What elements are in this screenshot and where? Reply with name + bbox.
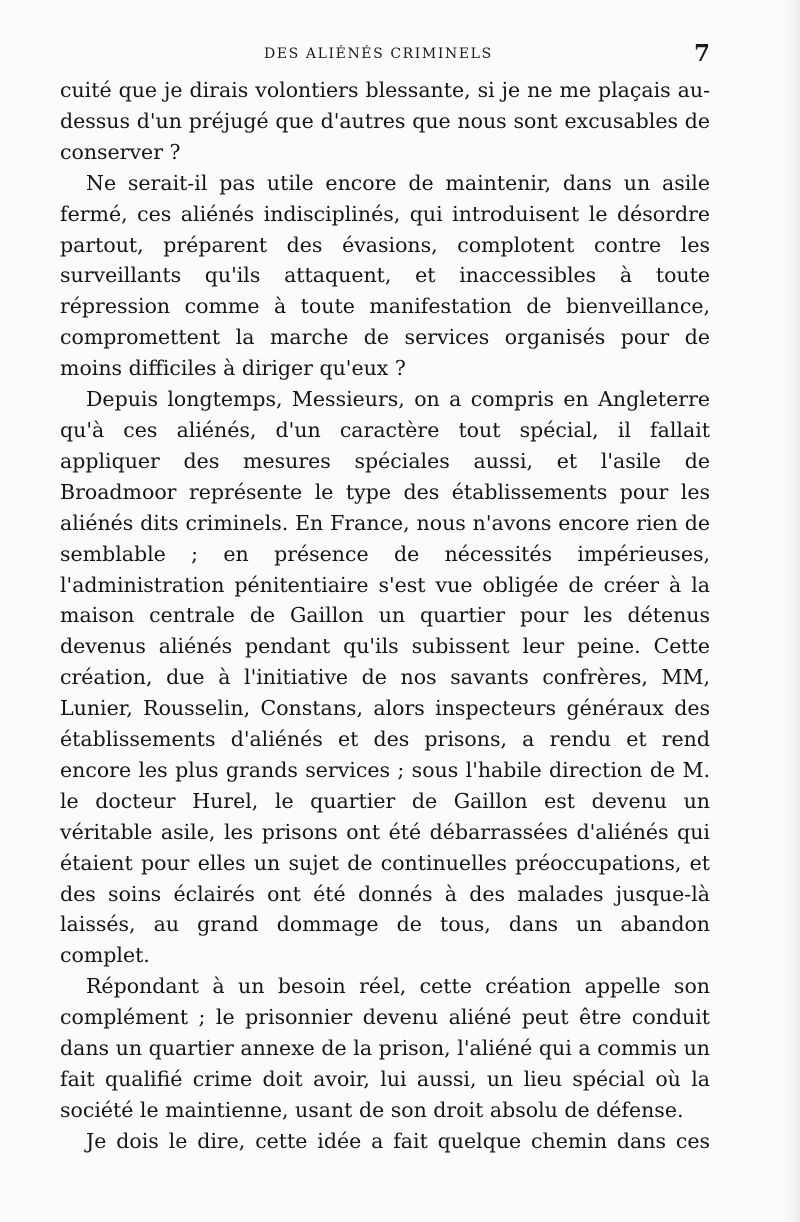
text-body	[60, 75, 710, 1157]
paragraph-1: cuité que je dirais volontiers blessante, si je ne me plaçais au-dessus d'un préjugé que d'autres que nous sont excusables de conserver ?	[60, 78, 710, 164]
paragraph-5: Je dois le dire, cette idée a fait quelque chemin dans ces	[86, 1128, 710, 1153]
paragraph-4: Répondant à un besoin réel, cette création appelle son complément ; le prisonnier devenu aliéné peut être conduit dans un quartier annexe de la prison, l'aliéné qui a commis un fait qualifié crime doit avoir, lui aussi, un lieu spécial où la société le maintienne, usant de son droit absolu de défense.	[60, 974, 710, 1122]
paragraph-2: Ne serait-il pas utile encore de maintenir, dans un asile fermé, ces aliénés indisciplinés, qui introduisent le désordre partout, préparent des évasions, complotent contre les surveillants qu'ils attaquent, et inaccessibles à toute répression comme à toute manifestation de bienveillance, compromettent la marche de services organisés pour de moins difficiles à diriger qu'eux ?	[60, 170, 710, 381]
running-title: DES ALIÉNÉS CRIMINELS	[264, 46, 493, 62]
paragraph-3: Depuis longtemps, Messieurs, on a compris en Angleterre qu'à ces aliénés, d'un caractère tout spécial, il fallait appliquer des mesures spéciales aussi, et l'asile de Broadmoor représente le type des établissements pour les aliénés dits criminels. En France, nous n'avons encore rien de semblable ; en présence de nécessités impérieuses, l'administration pénitentiaire s'est vue obligée de créer à la maison centrale de Gaillon un quartier pour les détenus devenus aliénés pendant qu'ils subissent leur peine. Cette création, due à l'initiative de nos savants confrères, MM, Lunier, Rousselin, Constans, alors inspecteurs généraux des établissements d'aliénés et des prisons, a rendu et rend encore les plus grands services ; sous l'habile direction de M. le docteur Hurel, le quartier de Gaillon est devenu un véritable asile, les prisons ont été débarrassées d'aliénés qui étaient pour elles un sujet de continuelles préoccupations, et des soins éclairés ont été donnés à des malades jusque-là laissés, au grand dommage de tous, dans un abandon complet.	[60, 387, 710, 968]
page-edge-shadow	[782, 0, 800, 1222]
running-head	[60, 40, 710, 70]
page-number: 7	[693, 40, 710, 67]
